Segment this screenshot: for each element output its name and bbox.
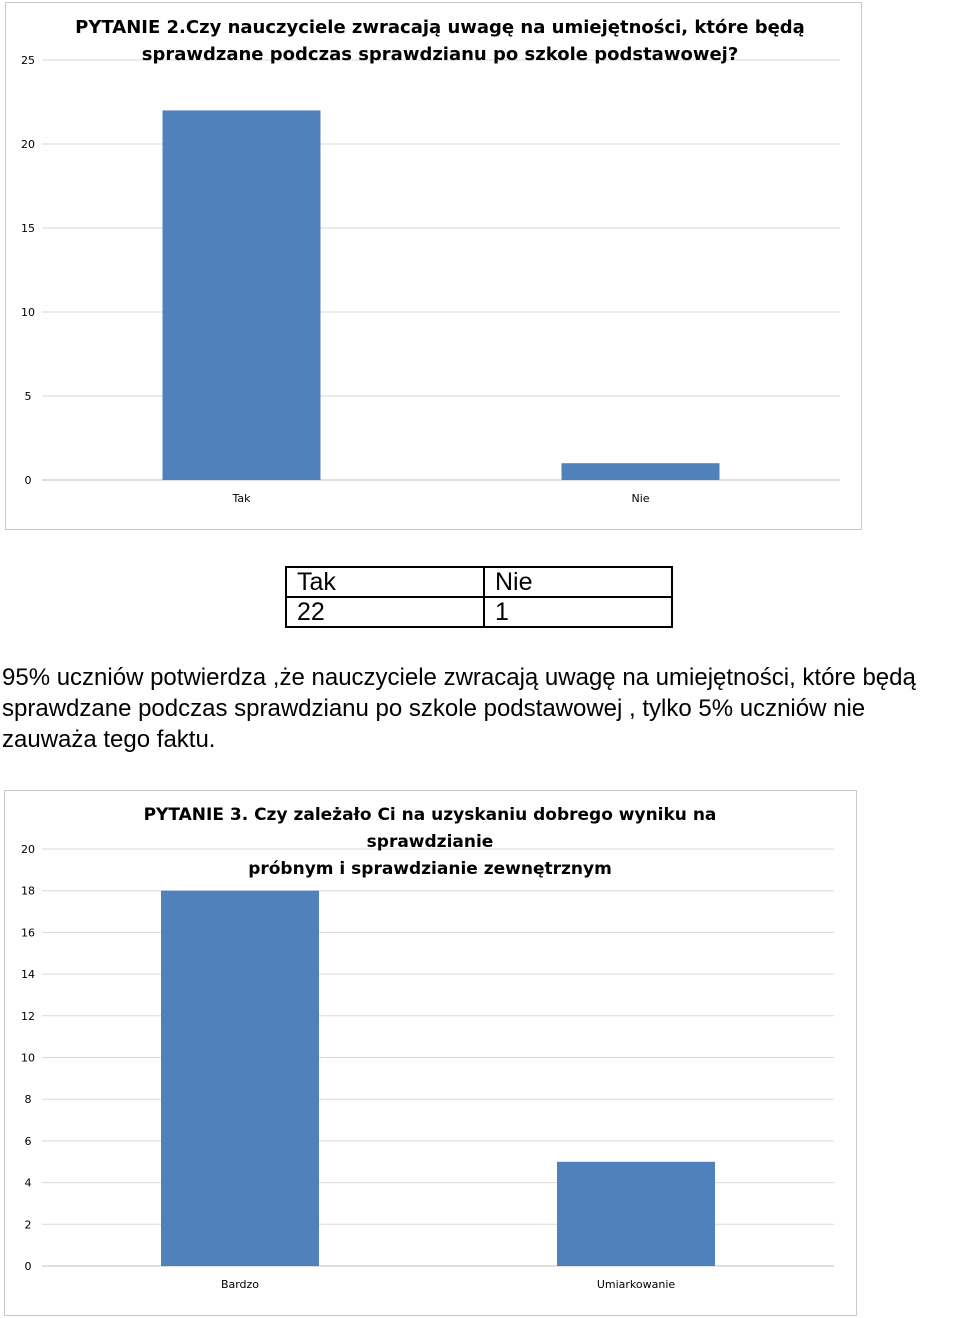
summary-text: 95% uczniów potwierdza ,że nauczyciele zwracają uwagę na umiejętności, które będą sprawdzane podczas sprawdzianu po szkole podstawowej , tylko 5% uczniów nie zauważa tego faktu. <box>2 664 916 753</box>
y-tick-label-20: 20 <box>21 138 35 151</box>
x-tick-label-bardzo: Bardzo <box>220 1278 260 1291</box>
y-tick-label-18: 18 <box>21 884 35 898</box>
table-value-nie: 1 <box>484 597 672 627</box>
table-header-tak: Tak <box>286 567 484 597</box>
y-tick-label-10: 10 <box>21 1051 35 1065</box>
y-tick-label-0: 0 <box>24 1260 32 1273</box>
y-tick-label-16: 16 <box>21 926 35 940</box>
y-tick-label-20: 20 <box>21 843 35 856</box>
y-tick-label-4: 4 <box>24 1176 32 1190</box>
chart-1-title: PYTANIE 2.Czy nauczyciele zwracają uwagę na umiejętności, które będą sprawdzane podczas sprawdzianu po szkole podstawowej? <box>75 17 805 65</box>
y-tick-label-2: 2 <box>24 1218 32 1232</box>
table-header-nie: Nie <box>484 567 672 597</box>
y-tick-label-5: 5 <box>24 390 32 403</box>
y-tick-label-12: 12 <box>21 1009 35 1023</box>
table-value-tak: 22 <box>286 597 484 627</box>
y-tick-label-0: 0 <box>24 474 32 487</box>
bar-umiarkowanie <box>557 1162 715 1266</box>
y-tick-label-10: 10 <box>21 306 35 319</box>
chart-2-title: PYTANIE 3. Czy zależało Ci na uzyskaniu dobrego wyniku na sprawdzianie próbnym i sprawdzianie zewnętrznym <box>143 805 717 879</box>
x-tick-label-nie: Nie <box>631 492 650 505</box>
y-tick-label-8: 8 <box>24 1093 32 1107</box>
y-tick-label-6: 6 <box>24 1134 32 1148</box>
y-tick-label-14: 14 <box>21 968 35 982</box>
bar-bardzo <box>161 891 319 1266</box>
x-tick-label-tak: Tak <box>232 492 251 505</box>
y-tick-label-15: 15 <box>21 222 35 235</box>
x-tick-label-umiarkowanie: Umiarkowanie <box>596 1278 676 1291</box>
y-tick-label-25: 25 <box>21 54 35 67</box>
